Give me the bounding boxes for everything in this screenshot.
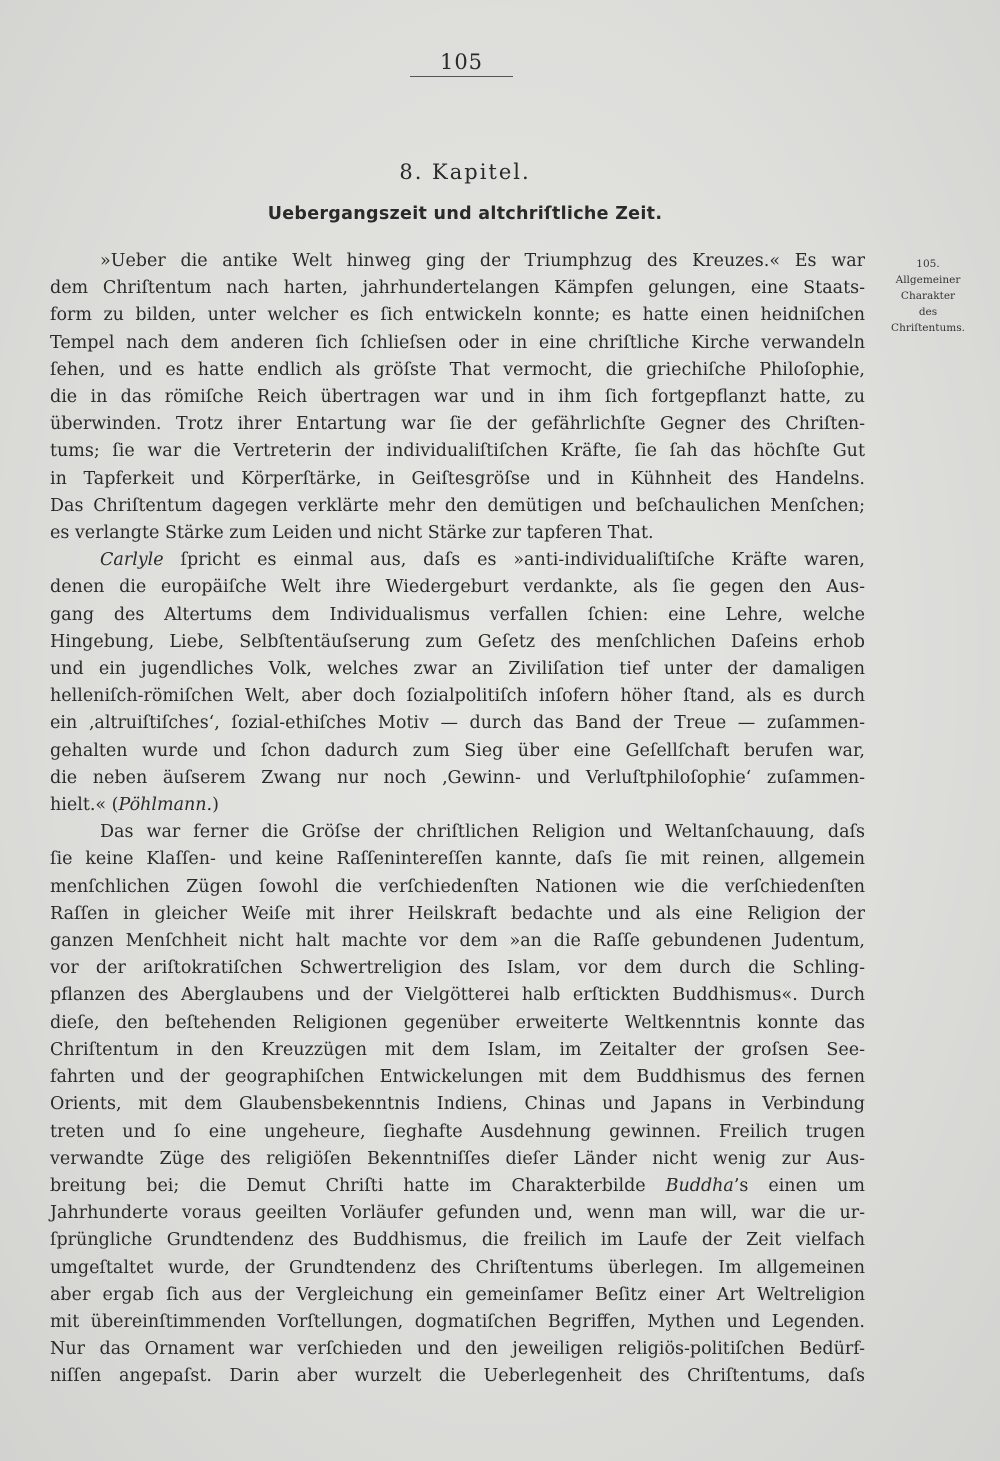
text-line: tums; ſie war die Vertreterin der individualiſtiſchen Kräfte, ſie ſah das höchſte Gut [50,441,865,462]
margin-note-line: des [918,306,938,318]
chapter-number: 8. Kapitel. [399,160,531,184]
text-line: denen die europäiſche Welt ihre Wiedergeburt verdankte, als ſie gegen den Aus- [50,577,865,598]
margin-note-line: Charakter [900,290,956,302]
margin-note-number: 105. [916,258,940,270]
text-line: dem Chriſtentum nach harten, jahrhundertelangen Kämpfen gelungen, eine Staats- [50,278,865,299]
author-name-carlyle: Carlyle [100,550,164,571]
chapter-title: Uebergangszeit und altchriſtliche Zeit. [267,204,663,224]
text-fragment: ſpricht es einmal aus, daſs es »anti-individualiſtiſche Kräfte waren, [163,550,865,571]
text-line: fahrten und der geographiſchen Entwickelungen mit dem Buddhismus des fernen [50,1067,865,1088]
text-line: Das Chriſtentum dagegen verklärte mehr den demütigen und beſchaulichen Menſchen; [50,495,865,516]
text-line: die in das römiſche Reich übertragen war und in ihm ſich fortgepflanzt hatte, zu [50,387,865,408]
text-line: ſie keine Klaſſen- und keine Raſſenintereſſen kannte, daſs ſie mit reinen, allgemein [50,849,865,870]
body-text [50,248,865,1391]
text-line [50,1173,865,1200]
text-line: gehalten wurde und ſchon dadurch zum Sieg über eine Geſellſchaft berufen war, [50,740,865,761]
text-line: Das war ferner die Gröſse der chriſtlichen Religion und Weltanſchauung, daſs [100,822,865,843]
text-fragment: hielt.« ( [50,795,119,816]
text-line [50,547,865,574]
text-line: helleniſch-römiſchen Welt, aber doch ſozialpolitiſch inſofern höher ſtand, als es durch [50,686,865,707]
text-line: treten und ſo eine ungeheure, ſieghafte Ausdehnung gewinnen. Freilich trugen [50,1121,865,1142]
text-line: es verlangte Stärke zum Leiden und nicht Stärke zur tapferen That. [50,523,654,544]
page-number: 105 [410,50,513,77]
text-line: mit übereinſtimmenden Vorſtellungen, dogmatiſchen Begriffen, Mythen und Legenden. [50,1311,865,1332]
text-line: vor der ariſtokratiſchen Schwertreligion des Islam, vor dem durch die Schling- [50,958,865,979]
name-buddha: Buddha [665,1175,734,1196]
margin-note-line: Allgemeiner [895,274,961,286]
text-line: Nur das Ornament war verſchieden und den jeweiligen religiös-politiſchen Bedürf- [50,1339,865,1360]
text-line: die neben äuſserem Zwang nur noch ‚Gewinn- und Verluſtphiloſophie‘ zuſammen- [50,767,865,788]
text-line: und ein jugendliches Volk, welches zwar an Ziviliſation tief unter der damaligen [50,659,865,680]
margin-note-line: Chriſtentums. [891,322,965,334]
text-line: überwinden. Trotz ihrer Entartung war ſie der gefährlichſte Gegner des Chriſten- [50,414,865,435]
paragraph-3 [50,819,865,1390]
text-line: umgeſtaltet wurde, der Grundtendenz des Chriſtentums überlegen. Im allgemeinen [50,1257,865,1278]
text-line [50,792,865,819]
text-line: aber ergab ſich aus der Vergleichung ein gemeinſamer Beſitz einer Art Weltreligion [50,1284,865,1305]
text-line: form zu bilden, unter welcher es ſich entwickeln konnte; es hatte einen heidniſchen [50,305,865,326]
text-line: pflanzen des Aberglaubens und der Vielgötterei halb erſtickten Buddhismus«. Durch [50,985,865,1006]
text-fragment: ’s einen um [733,1175,866,1196]
text-line: ſehen, und es hatte endlich als gröſste That vermocht, die griechiſche Philoſophie, [50,359,865,380]
paragraph-2 [50,547,865,819]
text-line: ſprüngliche Grundtendenz des Buddhismus, die freilich im Laufe der Zeit vielfach [50,1230,865,1251]
text-line: menſchlichen Zügen ſowohl die verſchiedenſten Nationen wie die verſchiedenſten [50,876,865,897]
text-line: Chriſtentum in den Kreuzzügen mit dem Islam, im Zeitalter der groſsen See- [50,1039,865,1060]
text-line: dieſe, den beſtehenden Religionen gegenüber erweiterte Weltkenntnis konnte das [50,1012,865,1033]
text-line: gang des Altertums dem Individualismus verfallen ſchien: eine Lehre, welche [50,604,865,625]
text-line: in Tapferkeit und Körperſtärke, in Geiſtesgröſse und in Kühnheit des Handelns. [50,468,865,489]
paragraph-1 [50,248,865,547]
text-fragment: ) [212,795,219,816]
text-line: Hingebung, Liebe, Selbſtentäuſserung zum Geſetz des menſchlichen Daſeins erhob [50,631,865,652]
text-line: Raſſen in gleicher Weiſe mit ihrer Heilskraft bedachte und als eine Religion der [50,903,865,924]
text-line: Jahrhunderte voraus geeilten Vorläufer gefunden und, wenn man will, war die ur- [50,1203,865,1224]
text-line: niſſen angepaſst. Darin aber wurzelt die Ueberlegenheit des Chriſtentums, daſs [50,1366,865,1387]
citation-pohlmann: Pöhlmann. [118,795,213,816]
text-line: verwandte Züge des religiöſen Bekenntniſſes dieſer Länder nicht wenig zur Aus- [50,1148,865,1169]
text-line: Tempel nach dem anderen ſich ſchlieſsen oder in eine chriſtliche Kirche verwandeln [50,332,865,353]
text-line: ein ‚altruiſtiſches‘, ſozial-ethiſches Motiv — durch das Band der Treue — zuſammen- [50,713,865,734]
text-line: Orients, mit dem Glaubensbekenntnis Indiens, Chinas und Japans in Verbindung [50,1094,865,1115]
margin-note [868,256,988,336]
text-fragment: breitung bei; die Demut Chriſti hatte im Charakterbilde [50,1175,666,1196]
text-line: ganzen Menſchheit nicht halt machte vor dem »an die Raſſe gebundenen Judentum, [50,931,865,952]
text-line: »Ueber die antike Welt hinweg ging der Triumphzug des Kreuzes.« Es war [100,251,865,271]
